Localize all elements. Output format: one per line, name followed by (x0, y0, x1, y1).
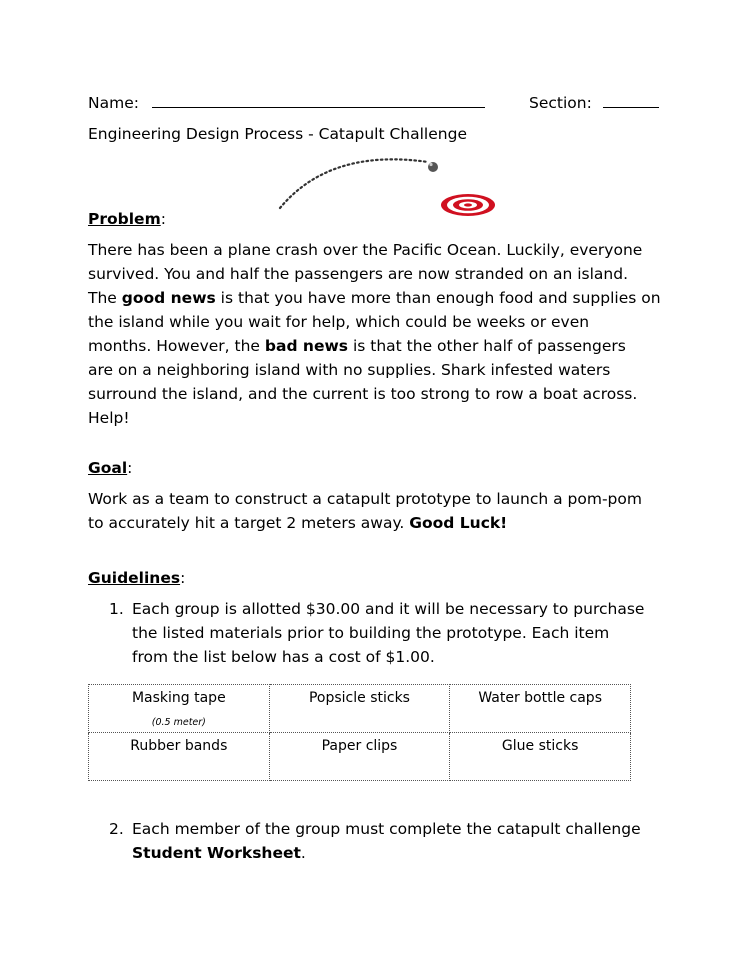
worksheet-title: Engineering Design Process - Catapult Challenge (88, 125, 467, 143)
guideline-item-2: 2. Each member of the group must complete the catapult challenge Student Worksheet. (132, 817, 692, 865)
list-number: 1. (109, 600, 124, 618)
name-blank[interactable] (152, 89, 485, 108)
problem-heading: Problem (88, 210, 161, 228)
table-cell: Water bottle caps (450, 685, 631, 733)
guideline-item-1: 1. Each group is allotted $30.00 and it will be necessary to purchase the listed materials prior to building the prototype. Each item from the list below has a cost of $1.00. (132, 597, 692, 669)
problem-line: The good news is that you have more than enough food and supplies on (88, 289, 661, 307)
table-cell: Paper clips (269, 733, 450, 781)
bad-news-emphasis: bad news (264, 337, 349, 355)
student-worksheet-emphasis: Student Worksheet (132, 844, 301, 862)
goal-paragraph (88, 487, 688, 535)
problem-line: survived. You and half the passengers are now stranded on an island. (88, 265, 629, 283)
good-luck-emphasis: Good Luck! (409, 514, 508, 532)
problem-line: are on a neighboring island with no supplies. Shark infested waters (88, 361, 611, 379)
problem-line: There has been a plane crash over the Pacific Ocean. Luckily, everyone (88, 241, 643, 259)
list-number: 2. (109, 820, 124, 838)
problem-line: Help! (88, 409, 130, 427)
table-row (89, 685, 631, 733)
guidelines-list (109, 597, 692, 669)
problem-line: surround the island, and the current is too strong to row a boat across. (88, 385, 638, 403)
table-cell: Masking tape (0.5 meter) (89, 685, 270, 733)
table-row (89, 733, 631, 781)
ball-highlight (429, 163, 432, 166)
section-blank[interactable] (603, 89, 659, 108)
problem-paragraph (88, 238, 688, 430)
problem-heading-row: Problem: (88, 210, 166, 228)
guidelines-list-continued (109, 817, 692, 865)
goal-line: Work as a team to construct a catapult prototype to launch a pom-pom (88, 490, 642, 508)
ball-icon (428, 162, 438, 172)
table-cell: Glue sticks (450, 733, 631, 781)
goal-line: to accurately hit a target 2 meters away. Good Luck! (88, 514, 508, 532)
guidelines-heading: Guidelines (88, 569, 181, 587)
good-news-emphasis: good news (121, 289, 216, 307)
catapult-trajectory-illustration (270, 140, 510, 220)
goal-heading-row: Goal: (88, 459, 133, 477)
table-cell: Rubber bands (89, 733, 270, 781)
name-field (88, 89, 485, 115)
masking-tape-note: (0.5 meter) (151, 717, 206, 728)
section-field (529, 89, 659, 115)
guidelines-heading-row: Guidelines: (88, 569, 186, 587)
target-icon (441, 194, 495, 216)
name-label: Name: (88, 94, 139, 112)
section-label: Section: (529, 94, 592, 112)
table-cell: Popsicle sticks (269, 685, 450, 733)
problem-line: the island while you wait for help, which could be weeks or even (88, 313, 590, 331)
trajectory-dots (280, 159, 428, 208)
materials-table (88, 684, 631, 781)
goal-heading: Goal (88, 459, 128, 477)
problem-line: months. However, the bad news is that the other half of passengers (88, 337, 626, 355)
